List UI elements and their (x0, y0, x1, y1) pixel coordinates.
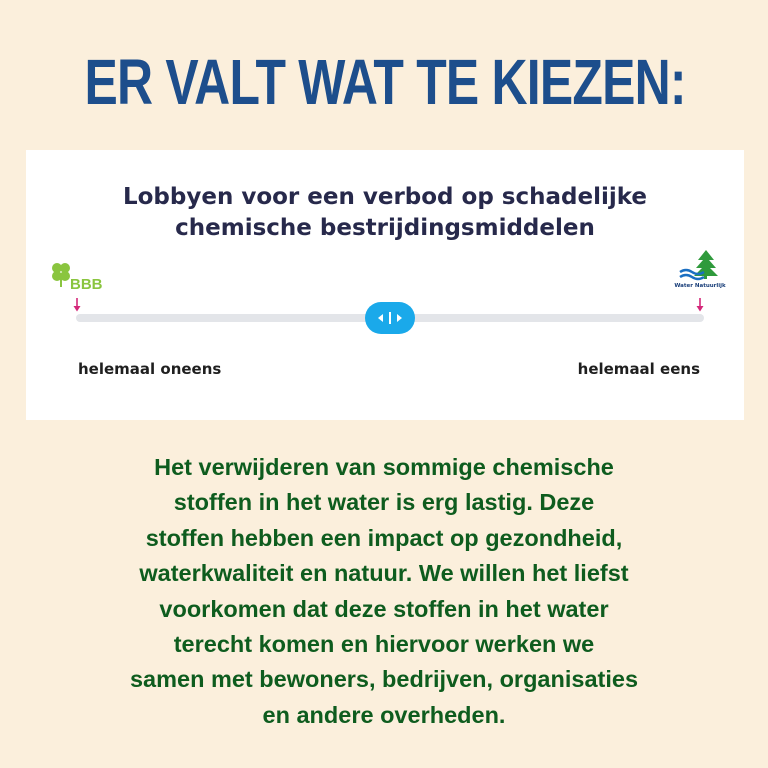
body-paragraph (64, 450, 704, 733)
tree-wave-logo-icon (674, 248, 726, 290)
bbb-logo-icon (48, 258, 106, 294)
body-line-6: terecht komen en hiervoor werken we (173, 631, 595, 658)
opinion-slider-handle[interactable] (365, 302, 415, 334)
body-line-7: samen met bewoners, bedrijven, organisaties (129, 666, 639, 693)
down-arrow-icon (696, 298, 704, 312)
left-right-arrows-icon (375, 310, 405, 326)
headline: ER VALT WAT TE KIEZEN: (84, 46, 686, 118)
water-natuurlijk-logo (674, 248, 726, 290)
statement (26, 182, 744, 244)
water-natuurlijk-logo-text: Water Natuurlijk (674, 283, 726, 289)
stance-card (26, 150, 744, 420)
body-line-5: voorkomen dat deze stoffen in het water (159, 595, 609, 622)
statement-line-2: chemische bestrijdingsmiddelen (175, 215, 595, 241)
label-disagree: helemaal oneens (78, 360, 222, 378)
body-line-1: Het verwijderen van sommige chemische (154, 454, 614, 480)
body-line-3: stoffen hebben een impact op gezondheid, (145, 524, 623, 551)
body-line-4: waterkwaliteit en natuur. We willen het liefst (139, 560, 629, 587)
statement-line-1: Lobbyen voor een verbod op schadelijke (122, 184, 648, 210)
body-line-2: stoffen in het water is erg lastig. Deze (173, 489, 595, 516)
bbb-logo-text: BBB (70, 276, 103, 293)
down-arrow-icon (73, 298, 81, 312)
label-agree: helemaal eens (577, 360, 700, 378)
bbb-logo (48, 258, 106, 294)
body-line-8: en andere overheden. (262, 701, 506, 728)
